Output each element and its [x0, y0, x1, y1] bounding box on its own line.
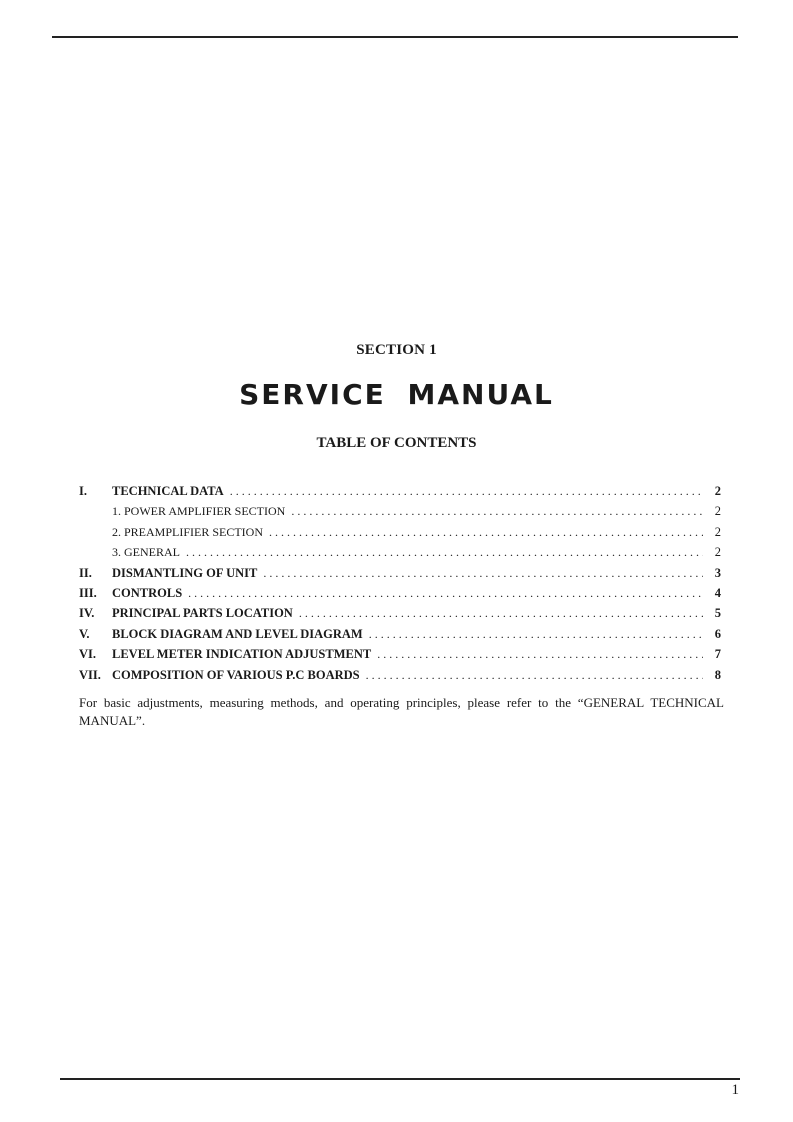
toc-entry-label: TECHNICAL DATA: [112, 484, 224, 498]
toc-leader-dots: [369, 627, 703, 642]
toc-entry-preamplifier-section: [79, 525, 721, 545]
toc-entry-controls: [79, 586, 721, 606]
table-of-contents: [79, 484, 721, 688]
toc-entry-page: 6: [714, 626, 721, 641]
toc-entry-label: LEVEL METER INDICATION ADJUSTMENT: [112, 647, 372, 662]
toc-entry-number: VI.: [79, 647, 97, 662]
toc-entry-page: 2: [714, 484, 721, 498]
section-label: SECTION 1: [356, 342, 437, 358]
toc-entry-number: IV.: [79, 606, 95, 621]
toc-entry-number: VII.: [79, 667, 101, 682]
bottom-rule: [60, 1078, 740, 1080]
toc-entry-general: [79, 545, 721, 565]
toc-leader-dots: [186, 545, 703, 560]
toc-leader-dots: [263, 566, 703, 581]
toc-leader-dots: [299, 606, 703, 621]
toc-entry-label: CONTROLS: [112, 585, 183, 600]
toc-entry-label: PRINCIPAL PARTS LOCATION: [112, 606, 293, 621]
toc-entry-page: 8: [714, 667, 721, 682]
toc-entry-page: 2: [714, 504, 721, 519]
toc-entry-number: III.: [79, 585, 97, 600]
toc-leader-dots: [269, 525, 703, 540]
toc-entry-dismantling-of-unit: [79, 566, 721, 586]
toc-entry-label: BLOCK DIAGRAM AND LEVEL DIAGRAM: [112, 626, 363, 641]
toc-entry-label: 3. GENERAL: [112, 545, 180, 560]
toc-entry-page: 2: [714, 524, 721, 539]
toc-entry-level-meter-adjustment: [79, 647, 721, 667]
toc-entry-page: 4: [714, 585, 721, 600]
page-number: 1: [731, 1082, 739, 1098]
top-rule: [52, 36, 738, 38]
toc-entry-label: COMPOSITION OF VARIOUS P.C BOARDS: [112, 667, 360, 682]
toc-leader-dots: [291, 504, 703, 519]
toc-entry-number: V.: [79, 626, 90, 641]
reference-note: For basic adjustments, measuring methods, and operating principles, please refer to the “GENERAL TECHNICAL MANUAL”.: [79, 695, 724, 728]
toc-entry-page: 5: [714, 606, 721, 621]
toc-entry-label: 2. PREAMPLIFIER SECTION: [112, 524, 264, 539]
toc-entry-principal-parts-location: [79, 606, 721, 626]
toc-entry-number: I.: [79, 484, 87, 498]
toc-entry-block-diagram: [79, 627, 721, 647]
toc-leader-dots: [188, 586, 703, 601]
toc-entry-technical-data: [79, 484, 721, 504]
toc-entry-pc-boards: [79, 668, 721, 688]
toc-entry-page: 3: [714, 565, 721, 580]
toc-entry-label: 1. POWER AMPLIFIER SECTION: [112, 504, 286, 519]
page-title: SERVICE MANUAL: [239, 378, 554, 411]
toc-leader-dots: [230, 484, 703, 499]
toc-entry-label: DISMANTLING OF UNIT: [112, 565, 258, 580]
toc-leader-dots: [366, 668, 703, 683]
toc-entry-page: 7: [714, 647, 721, 662]
toc-entry-number: II.: [79, 565, 92, 580]
toc-leader-dots: [377, 647, 703, 662]
toc-entry-power-amplifier-section: [79, 504, 721, 524]
toc-entry-page: 2: [714, 545, 721, 560]
toc-heading: TABLE OF CONTENTS: [316, 435, 477, 451]
